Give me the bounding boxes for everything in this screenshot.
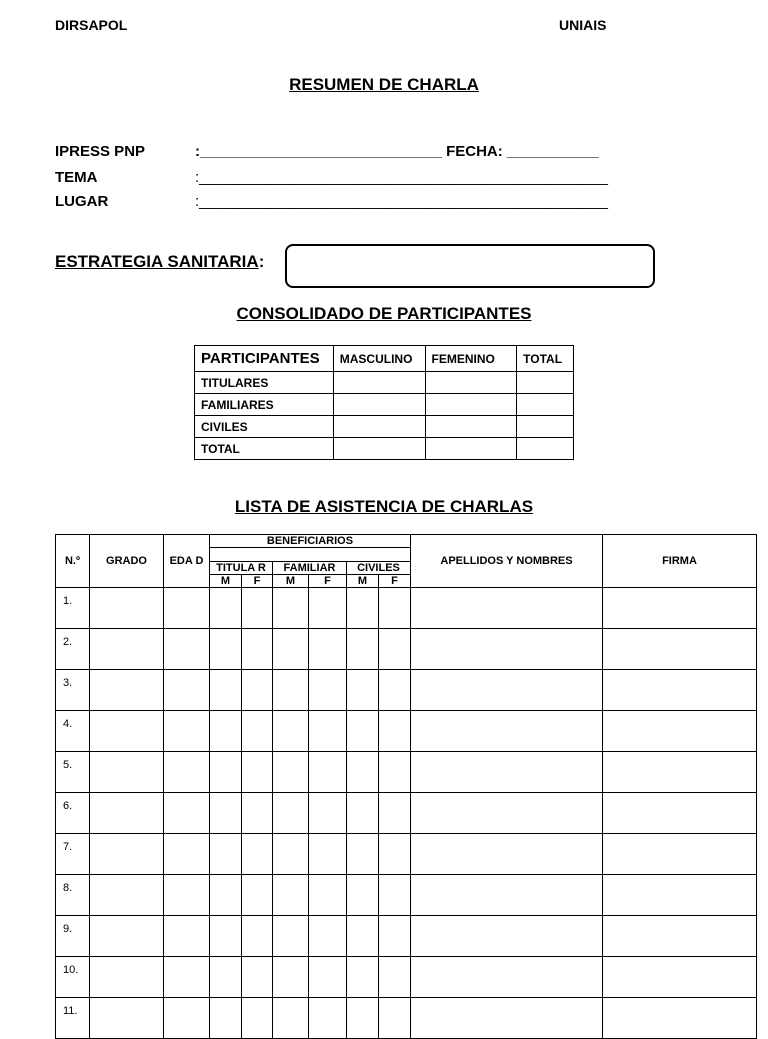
col-familiar: FAMILIAR [273, 562, 347, 575]
asistencia-header-row-1 [56, 535, 757, 548]
col-titular: TITULA R [210, 562, 273, 575]
table-row [56, 588, 757, 629]
cell-edad[interactable] [164, 957, 210, 998]
cell-grado[interactable] [90, 752, 164, 793]
cell-civiles-f[interactable] [379, 916, 411, 957]
table-row [56, 916, 757, 957]
cell-titular-f[interactable] [242, 957, 273, 998]
cell-apellidos[interactable] [411, 752, 603, 793]
table-row [56, 834, 757, 875]
cell-familiar-f[interactable] [309, 793, 347, 834]
col-titular-f: F [242, 575, 273, 588]
cell-civiles-f[interactable] [379, 834, 411, 875]
cell-titular-f[interactable] [242, 875, 273, 916]
table-row [56, 793, 757, 834]
table-row [56, 957, 757, 998]
cell-familiar-f[interactable] [309, 875, 347, 916]
cell-civiles-f[interactable] [379, 711, 411, 752]
row-label: CIVILES [195, 416, 334, 438]
cell-grado[interactable] [90, 834, 164, 875]
cell-firma[interactable] [603, 875, 757, 916]
row-label: TITULARES [195, 372, 334, 394]
cell-grado[interactable] [90, 711, 164, 752]
cell-titular-m[interactable] [210, 752, 242, 793]
cell-edad[interactable] [164, 752, 210, 793]
table-row [56, 875, 757, 916]
cell-apellidos[interactable] [411, 629, 603, 670]
cell-total[interactable] [517, 416, 574, 438]
cell-civiles-f[interactable] [379, 670, 411, 711]
cell-civiles-m[interactable] [347, 752, 379, 793]
lugar-label: LUGAR [55, 193, 109, 210]
cell-femenino[interactable] [425, 438, 517, 460]
cell-apellidos[interactable] [411, 834, 603, 875]
lugar-line[interactable]: :_________________________________________________ [195, 193, 608, 210]
cell-civiles-m[interactable] [347, 711, 379, 752]
cell-apellidos[interactable] [411, 916, 603, 957]
cell-grado[interactable] [90, 957, 164, 998]
cell-grado[interactable] [90, 793, 164, 834]
cell-civiles-f[interactable] [379, 957, 411, 998]
beneficiarios-spacer [210, 548, 411, 562]
cell-familiar-m[interactable] [273, 670, 309, 711]
col-beneficiarios: BENEFICIARIOS [210, 535, 411, 548]
table-row [56, 629, 757, 670]
cell-titular-f[interactable] [242, 916, 273, 957]
cell-titular-f[interactable] [242, 998, 273, 1039]
cell-edad[interactable] [164, 916, 210, 957]
header-right: UNIAIS [559, 17, 607, 33]
cell-civiles-m[interactable] [347, 629, 379, 670]
cell-familiar-m[interactable] [273, 588, 309, 629]
row-number: 5. [56, 752, 90, 793]
cell-titular-m[interactable] [210, 957, 242, 998]
col-edad: EDA D [164, 535, 210, 588]
cell-masculino[interactable] [333, 372, 425, 394]
cell-apellidos[interactable] [411, 793, 603, 834]
row-number: 6. [56, 793, 90, 834]
cell-edad[interactable] [164, 834, 210, 875]
row-number: 11. [56, 998, 90, 1039]
cell-titular-m[interactable] [210, 793, 242, 834]
cell-edad[interactable] [164, 793, 210, 834]
cell-civiles-m[interactable] [347, 916, 379, 957]
cell-grado[interactable] [90, 588, 164, 629]
cell-titular-f[interactable] [242, 752, 273, 793]
cell-femenino[interactable] [425, 416, 517, 438]
col-firma: FIRMA [603, 535, 757, 588]
cell-grado[interactable] [90, 916, 164, 957]
page-title: RESUMEN DE CHARLA [289, 75, 479, 94]
cell-grado[interactable] [90, 998, 164, 1039]
col-masculino: MASCULINO [333, 346, 425, 372]
col-grado: GRADO [90, 535, 164, 588]
cell-titular-m[interactable] [210, 711, 242, 752]
cell-familiar-f[interactable] [309, 998, 347, 1039]
cell-titular-f[interactable] [242, 629, 273, 670]
cell-familiar-f[interactable] [309, 916, 347, 957]
cell-titular-f[interactable] [242, 670, 273, 711]
consolidado-title: CONSOLIDADO DE PARTICIPANTES [236, 304, 532, 323]
cell-familiar-m[interactable] [273, 998, 309, 1039]
cell-familiar-f[interactable] [309, 834, 347, 875]
estrategia-colon: : [258, 252, 265, 271]
cell-masculino[interactable] [333, 394, 425, 416]
cell-familiar-m[interactable] [273, 711, 309, 752]
cell-familiar-f[interactable] [309, 670, 347, 711]
cell-titular-m[interactable] [210, 834, 242, 875]
asistencia-title: LISTA DE ASISTENCIA DE CHARLAS [234, 497, 534, 516]
cell-firma[interactable] [603, 670, 757, 711]
row-label: TOTAL [195, 438, 334, 460]
row-number: 7. [56, 834, 90, 875]
cell-total[interactable] [517, 372, 574, 394]
row-number: 8. [56, 875, 90, 916]
cell-femenino[interactable] [425, 372, 517, 394]
cell-titular-f[interactable] [242, 834, 273, 875]
cell-familiar-m[interactable] [273, 957, 309, 998]
ipress-label: IPRESS PNP [55, 143, 146, 160]
table-row [56, 711, 757, 752]
cell-civiles-m[interactable] [347, 834, 379, 875]
cell-edad[interactable] [164, 670, 210, 711]
cell-total[interactable] [517, 438, 574, 460]
cell-titular-m[interactable] [210, 670, 242, 711]
asistencia-table [55, 534, 757, 1039]
row-number: 1. [56, 588, 90, 629]
cell-titular-m[interactable] [210, 875, 242, 916]
cell-civiles-f[interactable] [379, 875, 411, 916]
cell-firma[interactable] [603, 834, 757, 875]
cell-civiles-f[interactable] [379, 752, 411, 793]
col-participantes: PARTICIPANTES [195, 346, 334, 372]
cell-titular-f[interactable] [242, 588, 273, 629]
cell-familiar-f[interactable] [309, 957, 347, 998]
cell-titular-m[interactable] [210, 588, 242, 629]
cell-apellidos[interactable] [411, 711, 603, 752]
row-label: FAMILIARES [195, 394, 334, 416]
col-total: TOTAL [517, 346, 574, 372]
row-number: 10. [56, 957, 90, 998]
cell-femenino[interactable] [425, 394, 517, 416]
table-row [195, 394, 574, 416]
estrategia-label-text: ESTRATEGIA SANITARIA [55, 252, 259, 271]
cell-civiles-f[interactable] [379, 793, 411, 834]
cell-masculino[interactable] [333, 438, 425, 460]
cell-titular-m[interactable] [210, 998, 242, 1039]
cell-firma[interactable] [603, 957, 757, 998]
cell-apellidos[interactable] [411, 670, 603, 711]
col-civiles-f: F [379, 575, 411, 588]
col-civiles-m: M [347, 575, 379, 588]
cell-grado[interactable] [90, 670, 164, 711]
consolidado-table [194, 345, 574, 460]
cell-edad[interactable] [164, 875, 210, 916]
col-familiar-m: M [273, 575, 309, 588]
cell-apellidos[interactable] [411, 875, 603, 916]
cell-grado[interactable] [90, 875, 164, 916]
cell-grado[interactable] [90, 629, 164, 670]
cell-familiar-m[interactable] [273, 629, 309, 670]
cell-civiles-f[interactable] [379, 588, 411, 629]
cell-edad[interactable] [164, 998, 210, 1039]
cell-firma[interactable] [603, 793, 757, 834]
table-row [195, 416, 574, 438]
cell-civiles-m[interactable] [347, 957, 379, 998]
row-number: 2. [56, 629, 90, 670]
tema-line[interactable]: :_________________________________________________ [195, 169, 608, 186]
col-civiles: CIVILES [347, 562, 411, 575]
cell-titular-m[interactable] [210, 916, 242, 957]
cell-civiles-m[interactable] [347, 875, 379, 916]
cell-firma[interactable] [603, 711, 757, 752]
cell-familiar-f[interactable] [309, 711, 347, 752]
tema-label: TEMA [55, 169, 98, 186]
cell-civiles-f[interactable] [379, 629, 411, 670]
cell-firma[interactable] [603, 916, 757, 957]
col-familiar-f: F [309, 575, 347, 588]
estrategia-label [55, 252, 264, 272]
table-row [56, 998, 757, 1039]
cell-firma[interactable] [603, 629, 757, 670]
col-titular-m: M [210, 575, 242, 588]
cell-edad[interactable] [164, 711, 210, 752]
cell-apellidos[interactable] [411, 957, 603, 998]
cell-titular-f[interactable] [242, 793, 273, 834]
cell-firma[interactable] [603, 998, 757, 1039]
cell-familiar-m[interactable] [273, 875, 309, 916]
estrategia-input-box[interactable] [285, 244, 655, 288]
cell-familiar-m[interactable] [273, 752, 309, 793]
ipress-fecha-line[interactable]: :_____________________________ FECHA: ___________ [195, 143, 599, 160]
row-number: 4. [56, 711, 90, 752]
cell-total[interactable] [517, 394, 574, 416]
table-row [195, 372, 574, 394]
header-left: DIRSAPOL [55, 17, 128, 33]
consolidado-header-row [195, 346, 574, 372]
cell-firma[interactable] [603, 588, 757, 629]
col-femenino: FEMENINO [425, 346, 517, 372]
cell-familiar-f[interactable] [309, 588, 347, 629]
cell-civiles-m[interactable] [347, 998, 379, 1039]
cell-firma[interactable] [603, 752, 757, 793]
row-number: 9. [56, 916, 90, 957]
table-row [56, 670, 757, 711]
cell-titular-m[interactable] [210, 629, 242, 670]
cell-familiar-f[interactable] [309, 629, 347, 670]
cell-familiar-m[interactable] [273, 793, 309, 834]
cell-civiles-m[interactable] [347, 588, 379, 629]
table-row [56, 752, 757, 793]
cell-civiles-m[interactable] [347, 793, 379, 834]
cell-apellidos[interactable] [411, 998, 603, 1039]
cell-titular-f[interactable] [242, 711, 273, 752]
cell-civiles-f[interactable] [379, 998, 411, 1039]
row-number: 3. [56, 670, 90, 711]
cell-edad[interactable] [164, 629, 210, 670]
cell-edad[interactable] [164, 588, 210, 629]
cell-masculino[interactable] [333, 416, 425, 438]
col-apellidos: APELLIDOS Y NOMBRES [411, 535, 603, 588]
cell-familiar-m[interactable] [273, 916, 309, 957]
cell-familiar-m[interactable] [273, 834, 309, 875]
table-row [195, 438, 574, 460]
col-num: N.º [56, 535, 90, 588]
cell-familiar-f[interactable] [309, 752, 347, 793]
cell-civiles-m[interactable] [347, 670, 379, 711]
cell-apellidos[interactable] [411, 588, 603, 629]
